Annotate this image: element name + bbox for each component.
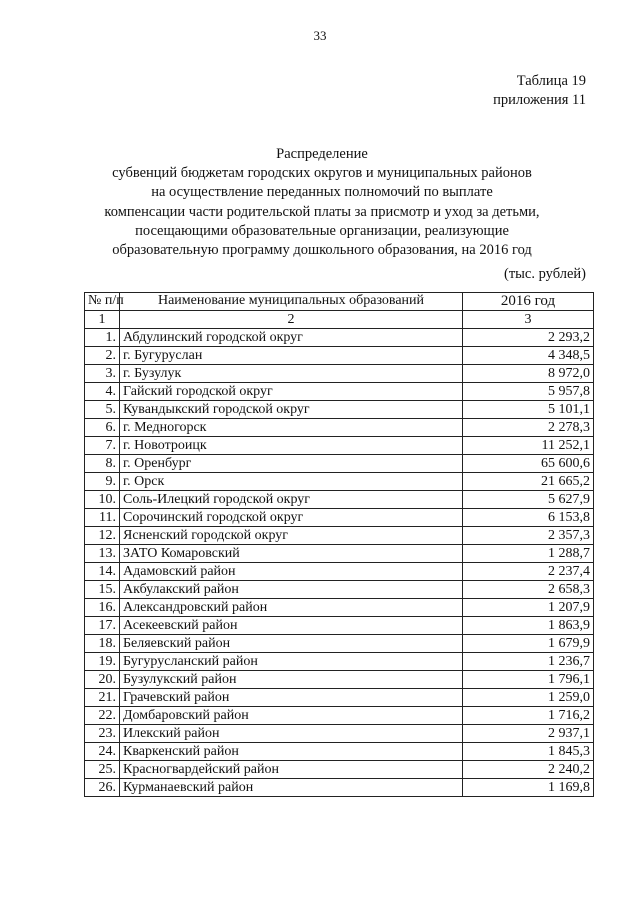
title-line: посещающими образовательные организации, реализующие [135, 222, 509, 239]
subvention-value: 2 237,4 [463, 563, 594, 581]
municipality-name: г. Оренбург [120, 455, 463, 473]
column-index: 1 [85, 311, 120, 329]
row-number: 25. [85, 761, 120, 779]
table-row [85, 725, 594, 743]
row-number: 13. [85, 545, 120, 563]
municipality-name: Сорочинский городской округ [120, 509, 463, 527]
page-number: 33 [313, 28, 327, 43]
distribution-table [84, 292, 594, 797]
subvention-value: 1 796,1 [463, 671, 594, 689]
header-value: 2016 год [463, 293, 594, 311]
municipality-name: Акбулакский район [120, 581, 463, 599]
subvention-value: 2 240,2 [463, 761, 594, 779]
header-num: № п/п [85, 293, 120, 311]
row-number: 4. [85, 383, 120, 401]
appendix-label: приложения 11 [493, 92, 586, 108]
row-number: 17. [85, 617, 120, 635]
municipality-name: Грачевский район [120, 689, 463, 707]
municipality-name: Гайский городской округ [120, 383, 463, 401]
subvention-value: 2 278,3 [463, 419, 594, 437]
row-number: 20. [85, 671, 120, 689]
subvention-value: 8 972,0 [463, 365, 594, 383]
municipality-name: Абдулинский городской округ [120, 329, 463, 347]
table-row [85, 599, 594, 617]
table-body [85, 329, 594, 797]
subvention-value: 4 348,5 [463, 347, 594, 365]
municipality-name: Домбаровский район [120, 707, 463, 725]
subvention-value: 5 101,1 [463, 401, 594, 419]
table-row [85, 491, 594, 509]
municipality-name: г. Бугуруслан [120, 347, 463, 365]
subvention-value: 11 252,1 [463, 437, 594, 455]
subvention-value: 21 665,2 [463, 473, 594, 491]
row-number: 8. [85, 455, 120, 473]
column-index: 3 [463, 311, 594, 329]
table-row [85, 509, 594, 527]
subvention-value: 1 716,2 [463, 707, 594, 725]
municipality-name: Беляевский район [120, 635, 463, 653]
row-number: 2. [85, 347, 120, 365]
subvention-value: 1 863,9 [463, 617, 594, 635]
title-line: Распределение [276, 146, 368, 162]
table-row [85, 455, 594, 473]
subvention-value: 1 236,7 [463, 653, 594, 671]
subvention-value: 2 293,2 [463, 329, 594, 347]
table-row [85, 365, 594, 383]
row-number: 14. [85, 563, 120, 581]
row-number: 10. [85, 491, 120, 509]
units-note: (тыс. рублей) [504, 266, 586, 282]
table-row [85, 689, 594, 707]
subvention-value: 1 259,0 [463, 689, 594, 707]
row-number: 11. [85, 509, 120, 527]
subvention-value: 2 658,3 [463, 581, 594, 599]
municipality-name: ЗАТО Комаровский [120, 545, 463, 563]
row-number: 15. [85, 581, 120, 599]
title-line: компенсации части родительской платы за присмотр и уход за детьми, [104, 203, 540, 220]
municipality-name: г. Новотроицк [120, 437, 463, 455]
municipality-name: г. Орск [120, 473, 463, 491]
row-number: 23. [85, 725, 120, 743]
row-number: 21. [85, 689, 120, 707]
table-row [85, 707, 594, 725]
row-number: 18. [85, 635, 120, 653]
title-line: субвенций бюджетам городских округов и муниципальных районов [112, 165, 532, 182]
municipality-name: г. Медногорск [120, 419, 463, 437]
row-number: 22. [85, 707, 120, 725]
table-row [85, 473, 594, 491]
municipality-name: Бузулукский район [120, 671, 463, 689]
municipality-name: Александровский район [120, 599, 463, 617]
table-row [85, 329, 594, 347]
table-row [85, 653, 594, 671]
table-row [85, 401, 594, 419]
table-row [85, 437, 594, 455]
row-number: 24. [85, 743, 120, 761]
row-number: 7. [85, 437, 120, 455]
municipality-name: Илекский район [120, 725, 463, 743]
subvention-value: 1 169,8 [463, 779, 594, 797]
table-row [85, 761, 594, 779]
table-row [85, 617, 594, 635]
row-number: 16. [85, 599, 120, 617]
row-number: 19. [85, 653, 120, 671]
row-number: 5. [85, 401, 120, 419]
column-index: 2 [120, 311, 463, 329]
table-row [85, 383, 594, 401]
table-row [85, 563, 594, 581]
title-line: на осуществление переданных полномочий по выплате [151, 184, 493, 201]
header-name: Наименование муниципальных образований [120, 293, 463, 311]
table-label: Таблица 19 [516, 73, 586, 89]
row-number: 12. [85, 527, 120, 545]
subvention-value: 1 207,9 [463, 599, 594, 617]
municipality-name: Асекеевский район [120, 617, 463, 635]
municipality-name: Кваркенский район [120, 743, 463, 761]
municipality-name: Кувандыкский городской округ [120, 401, 463, 419]
municipality-name: Курманаевский район [120, 779, 463, 797]
row-number: 6. [85, 419, 120, 437]
subvention-value: 5 957,8 [463, 383, 594, 401]
municipality-name: Соль-Илецкий городской округ [120, 491, 463, 509]
row-number: 26. [85, 779, 120, 797]
subvention-value: 1 288,7 [463, 545, 594, 563]
table-row [85, 671, 594, 689]
municipality-name: Красногвардейский район [120, 761, 463, 779]
table-row [85, 581, 594, 599]
row-number: 3. [85, 365, 120, 383]
table-row [85, 347, 594, 365]
table-header-row [85, 293, 594, 311]
table-row [85, 527, 594, 545]
table-row [85, 635, 594, 653]
subvention-value: 5 627,9 [463, 491, 594, 509]
table-row [85, 743, 594, 761]
municipality-name: Бугурусланский район [120, 653, 463, 671]
municipality-name: Адамовский район [120, 563, 463, 581]
subvention-value: 6 153,8 [463, 509, 594, 527]
row-number: 1. [85, 329, 120, 347]
column-index-row [85, 311, 594, 329]
title-line: образовательную программу дошкольного образования, на 2016 год [112, 242, 532, 259]
row-number: 9. [85, 473, 120, 491]
subvention-value: 1 845,3 [463, 743, 594, 761]
subvention-value: 2 357,3 [463, 527, 594, 545]
municipality-name: г. Бузулук [120, 365, 463, 383]
table-row [85, 545, 594, 563]
table-reference [493, 72, 586, 110]
document-title [60, 145, 584, 260]
subvention-value: 65 600,6 [463, 455, 594, 473]
subvention-value: 1 679,9 [463, 635, 594, 653]
municipality-name: Ясненский городской округ [120, 527, 463, 545]
subvention-value: 2 937,1 [463, 725, 594, 743]
table-row [85, 419, 594, 437]
table-row [85, 779, 594, 797]
